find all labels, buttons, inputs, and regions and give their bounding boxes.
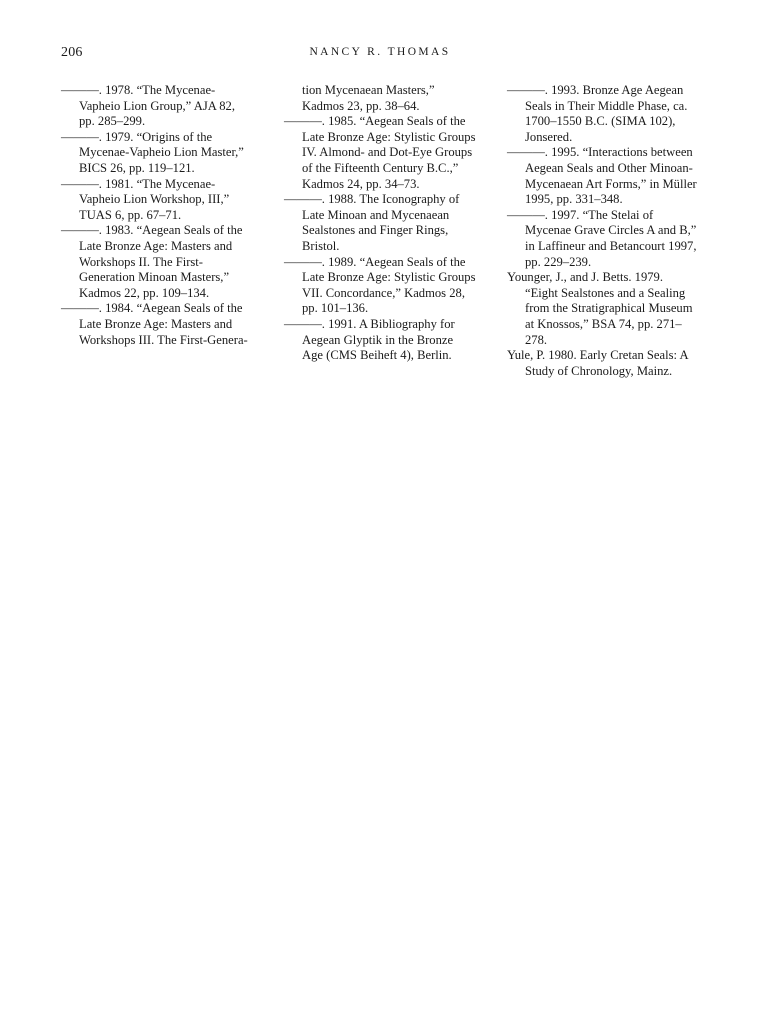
- bibliography-column-1: [61, 83, 253, 348]
- bibliography-entry: ———. 1981. “The Mycenae-Vapheio Lion Workshop, III,” TUAS 6, pp. 67–71.: [61, 176, 230, 222]
- page-number: 206: [61, 45, 83, 60]
- bibliography-entry: ———. 1991. A Bibliography for Aegean Glyptik in the Bronze Age (CMS Beiheft 4), Berlin.: [284, 316, 455, 363]
- bibliography-entry: Yule, P. 1980. Early Cretan Seals: A Study of Chronology, Mainz.: [507, 348, 688, 378]
- bibliography-entry: ———. 1985. “Aegean Seals of the Late Bronze Age: Stylistic Groups IV. Almond- and Dot-Eye Groups of the Fifteenth Century B.C.,” Kadmos 24, pp. 34–73.: [284, 114, 476, 191]
- bibliography-entry: ———. 1993. Bronze Age Aegean Seals in Their Middle Phase, ca. 1700–1550 B.C. (SIMA 102), Jonsered.: [507, 83, 688, 144]
- bibliography-entry: ———. 1984. “Aegean Seals of the Late Bronze Age: Masters and Workshops III. The First-Genera-: [61, 301, 248, 347]
- bibliography-column-2: [284, 83, 476, 364]
- bibliography-entry-continued: tion Mycenaean Masters,” Kadmos 23, pp. 38–64.: [302, 83, 435, 113]
- bibliography-entry: ———. 1989. “Aegean Seals of the Late Bronze Age: Stylistic Groups VII. Concordance,” Kadmos 28, pp. 101–136.: [284, 254, 476, 316]
- bibliography-entry: ———. 1979. “Origins of the Mycenae-Vapheio Lion Master,” BICS 26, pp. 119–121.: [61, 129, 244, 175]
- bibliography-entry: ———. 1995. “Interactions between Aegean Seals and Other Minoan-Mycenaean Art Forms,” in Müller 1995, pp. 331–348.: [507, 145, 697, 207]
- bibliography-column-3: [507, 83, 699, 379]
- bibliography-entry: ———. 1983. “Aegean Seals of the Late Bronze Age: Masters and Workshops II. The First-Generation Minoan Masters,” Kadmos 22, pp. 109–134.: [61, 223, 243, 300]
- bibliography-entry: ———. 1978. “The Mycenae-Vapheio Lion Group,” AJA 82, pp. 285–299.: [61, 83, 236, 129]
- bibliography-entry: ———. 1988. The Iconography of Late Minoan and Mycenaean Sealstones and Finger Rings, Bristol.: [284, 192, 460, 253]
- bibliography-entry: ———. 1997. “The Stelai of Mycenae Grave Circles A and B,” in Laffineur and Betancourt 1997, pp. 229–239.: [507, 207, 697, 269]
- bibliography-entry: Younger, J., and J. Betts. 1979. “Eight Sealstones and a Sealing from the Stratigraphical Museum at Knossos,” BSA 74, pp. 271–278.: [507, 270, 693, 347]
- running-head: NANCY R. THOMAS: [309, 46, 451, 58]
